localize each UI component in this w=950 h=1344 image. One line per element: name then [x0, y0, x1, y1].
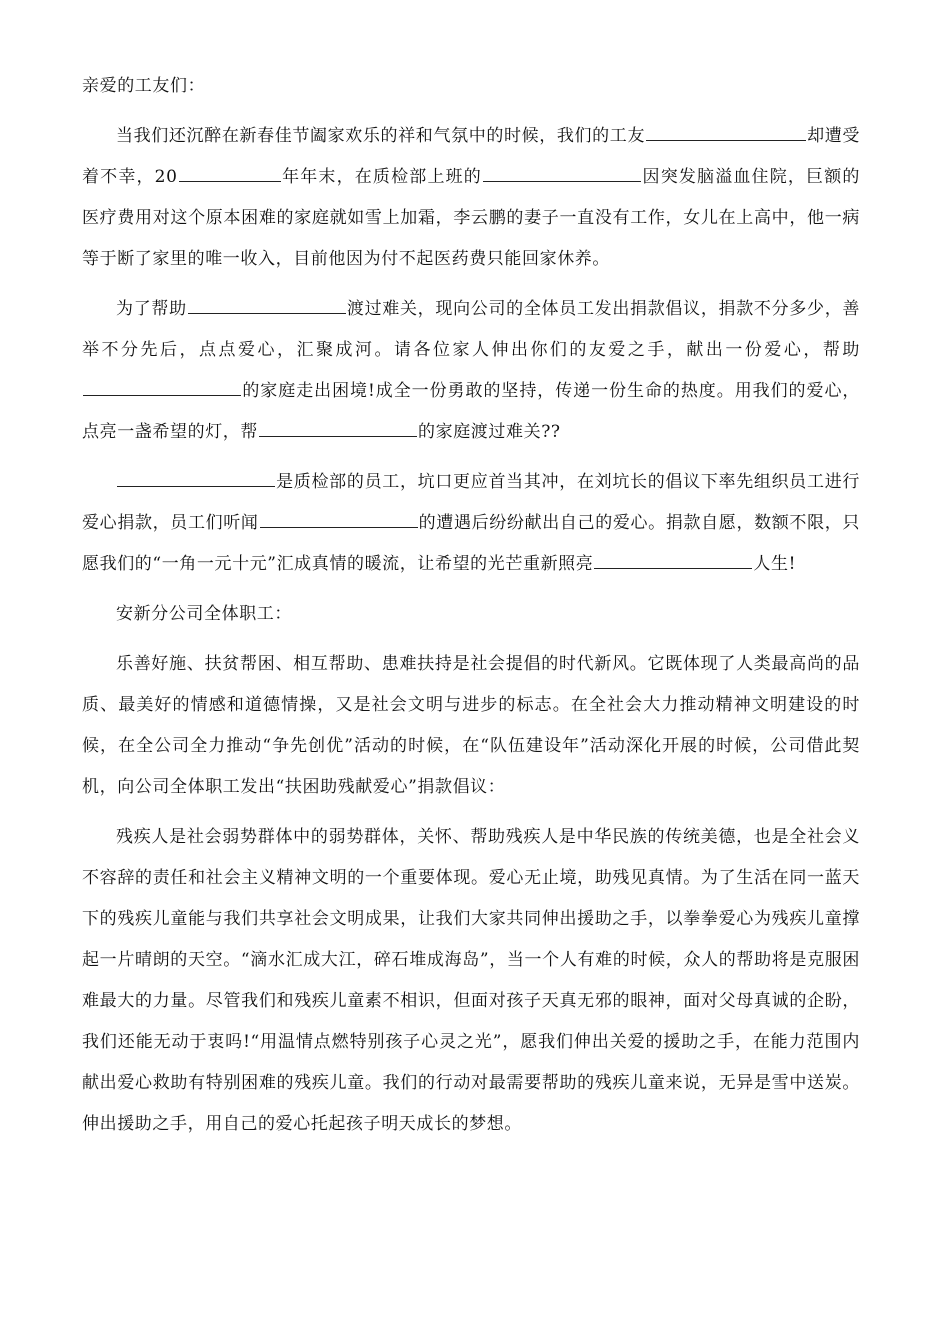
- text-run: 却遭受着不幸，20: [82, 126, 860, 187]
- name-blank: [260, 510, 418, 528]
- name-blank: [646, 123, 806, 141]
- text-run: 人生!: [753, 554, 797, 574]
- text-run: 的遭遇后纷纷献出自己的爱心。捐款自愿，数额不限，只愿我们的“一角一元十元”汇成真情的暖流，让希望的光芒重新照亮: [82, 513, 861, 574]
- letter2-paragraph-1: 乐善好施、扶贫帮困、相互帮助、患难扶持是社会提倡的时代新风。它既体现了人类最高尚的品质、最美好的情感和道德情操，又是社会文明与进步的标志。在全社会大力推动精神文明建设的时候，在全公司全力推动“争先创优”活动的时候，在“队伍建设年”活动深化开展的时候，公司借此契机，向公司全体职工发出“扶困助残献爱心”捐款倡议：: [82, 654, 860, 797]
- name-blank: [483, 164, 641, 182]
- name-blank: [594, 551, 752, 569]
- text-run: 的家庭走出困境!成全一份勇敢的坚持，传递一份生命的热度。用我们的爱心，点亮一盏希望的灯，帮: [82, 381, 860, 442]
- name-blank: [259, 419, 417, 437]
- text-run: 当我们还沉醉在新春佳节阖家欢乐的祥和气氛中的时候，我们的工友: [116, 126, 646, 146]
- letter1-paragraph-3: [82, 462, 860, 585]
- letter2-salutation: 安新分公司全体职工：: [116, 604, 292, 624]
- text-run: 渡过难关，现向公司的全体员工发出捐款倡议，捐款不分多少，善举不分先后，点点爱心，汇聚成河。请各位家人伸出你们的友爱之手，献出一份爱心，帮助: [82, 299, 860, 360]
- letter1-paragraph-1: [82, 116, 860, 280]
- letter1-paragraph-2: [82, 289, 860, 453]
- name-blank: [188, 296, 346, 314]
- name-blank: [117, 469, 275, 487]
- text-run: 因突发脑溢血住院，巨额的医疗费用对这个原本困难的家庭就如雪上加霜，李云鹏的妻子一直没有工作，女儿在上高中，他一病等于断了家里的唯一收入，目前他因为付不起医药费只能回家休养。: [82, 167, 860, 269]
- name-blank: [83, 378, 241, 396]
- letter2-paragraph-2: 残疾人是社会弱势群体中的弱势群体，关怀、帮助残疾人是中华民族的传统美德，也是全社会义不容辞的责任和社会主义精神文明的一个重要体现。爱心无止境，助残见真情。为了生活在同一蓝天下的残疾儿童能与我们共享社会文明成果，让我们大家共同伸出援助之手，以拳拳爱心为残疾儿童撑起一片晴朗的天空。“滴水汇成大江，碎石堆成海岛”，当一个人有难的时候，众人的帮助将是克服困难最大的力量。尽管我们和残疾儿童素不相识，但面对孩子天真无邪的眼神，面对父母真诚的企盼，我们还能无动于衷吗!“用温情点燃特别孩子心灵之光”，愿我们伸出关爱的援助之手，在能力范围内献出爱心救助有特别困难的残疾儿童。我们的行动对最需要帮助的残疾儿童来说，无异是雪中送炭。伸出援助之手，用自己的爱心托起孩子明天成长的梦想。: [82, 827, 860, 1134]
- text-run: 为了帮助: [116, 299, 187, 319]
- letter1-salutation: 亲爱的工友们：: [82, 76, 206, 96]
- document-page: [82, 66, 860, 1154]
- text-run: 是质检部的员工，坑口更应首当其冲，在刘坑长的倡议下率先组织员工进行爱心捐款，员工们听闻: [82, 472, 860, 533]
- text-run: 年年末，在质检部上班的: [281, 167, 482, 187]
- year-blank: [179, 164, 281, 182]
- text-run: 的家庭渡过难关??: [418, 422, 561, 442]
